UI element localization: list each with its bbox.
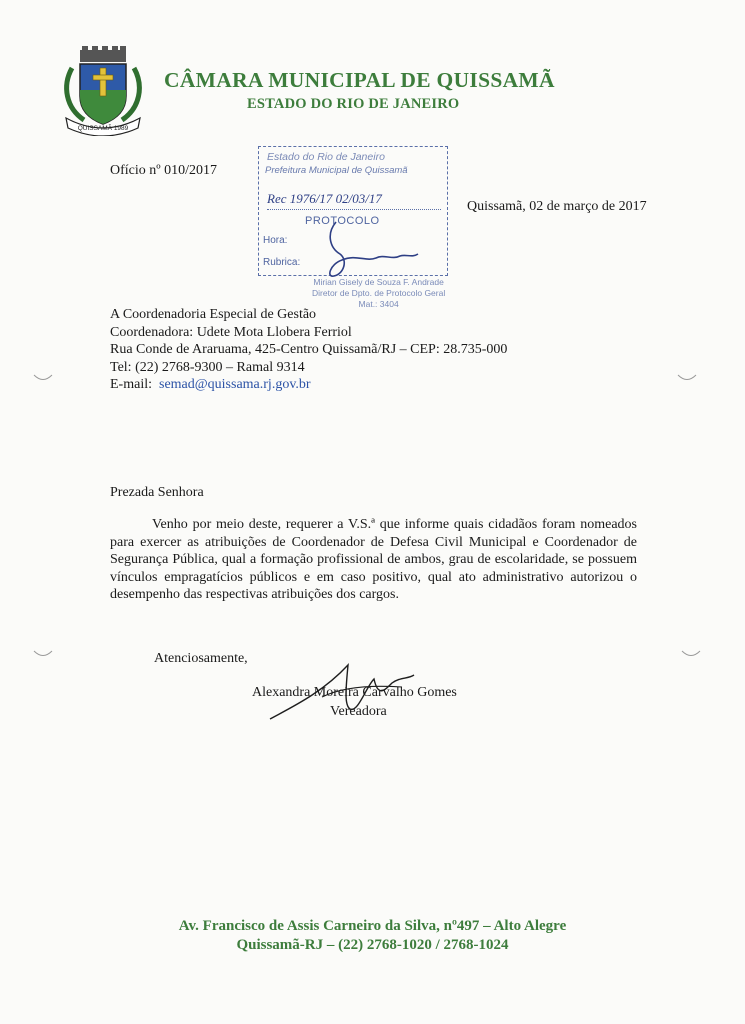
svg-text:QUISSAMÃ 1989: QUISSAMÃ 1989 [77,125,129,132]
stamp-official-name: Mirian Gisely de Souza F. Andrade [313,277,444,287]
stamp-received-entry: Rec 1976/17 02/03/17 [267,191,382,206]
footer-address: Av. Francisco de Assis Carneiro da Silva, nº497 – Alto Alegre [178,918,567,934]
place-and-date: Quissamã, 02 de março de 2017 [467,199,647,214]
stamp-state-line: Estado do Rio de Janeiro [267,151,385,163]
signer-role: Vereadora [330,704,387,719]
stamp-official-role: Diretor de Dpto. de Protocolo Geral [312,288,446,298]
stamp-prefeitura-line: Prefeitura Municipal de Quissamã [265,165,408,176]
punch-hole-mark [32,374,54,382]
recipient-coordinator: Coordenadora: Udete Mota Llobera Ferriol [110,324,352,340]
stamp-hora-label: Hora: [263,235,288,246]
recipient-email-line [110,376,507,394]
institution-subtitle: ESTADO DO RIO DE JANEIRO [247,96,460,112]
recipient-department: A Coordenadoria Especial de Gestão [110,307,317,322]
footer-contact: Quissamã-RJ – (22) 2768-1020 / 2768-1024 [236,937,509,953]
punch-hole-mark [680,650,702,658]
punch-hole-mark [32,650,54,658]
closing-phrase: Atenciosamente, [154,651,248,666]
letter-body: Venho por meio deste, requerer a V.S.ª que informe quais cidadãos foram nomeados para exercer as atribuições de Coordenador de Defesa Civil Municipal e Coordenador de Segurança Pública, qual a formação profissional de ambos, grau de escolaridade, se possuem vínculos empragatícios públicos e em caso positivo, qual ato administrativo autorizou o desempenho das respectivas atribuições dos cargos. [110,517,637,602]
recipient-email-link[interactable]: semad@quissama.rj.gov.br [159,377,311,392]
letter-reference: Ofício nº 010/2017 [110,163,217,178]
stamp-protocol-label: PROTOCOLO [305,215,380,227]
recipient-phone: Tel: (22) 2768-9300 – Ramal 9314 [110,359,305,375]
stamp-divider [267,209,441,210]
institution-title: CÂMARA MUNICIPAL DE QUISSAMÃ [164,68,555,92]
stamp-rubrica-label: Rubrica: [263,257,301,268]
signer-name: Alexandra Moreira Carvalho Gomes [252,685,457,700]
recipient-block [110,306,507,394]
municipal-coat-of-arms-icon [58,46,148,136]
punch-hole-mark [676,374,698,382]
stamp-official-mat: Mat.: 3404 [358,299,399,309]
recipient-address: Rua Conde de Araruama, 425-Centro Quissamã/RJ – CEP: 28.735-000 [110,342,508,357]
stamp-rubric-signature [296,214,426,284]
recipient-email-label: E-mail: [110,377,152,392]
salutation: Prezada Senhora [110,485,204,500]
